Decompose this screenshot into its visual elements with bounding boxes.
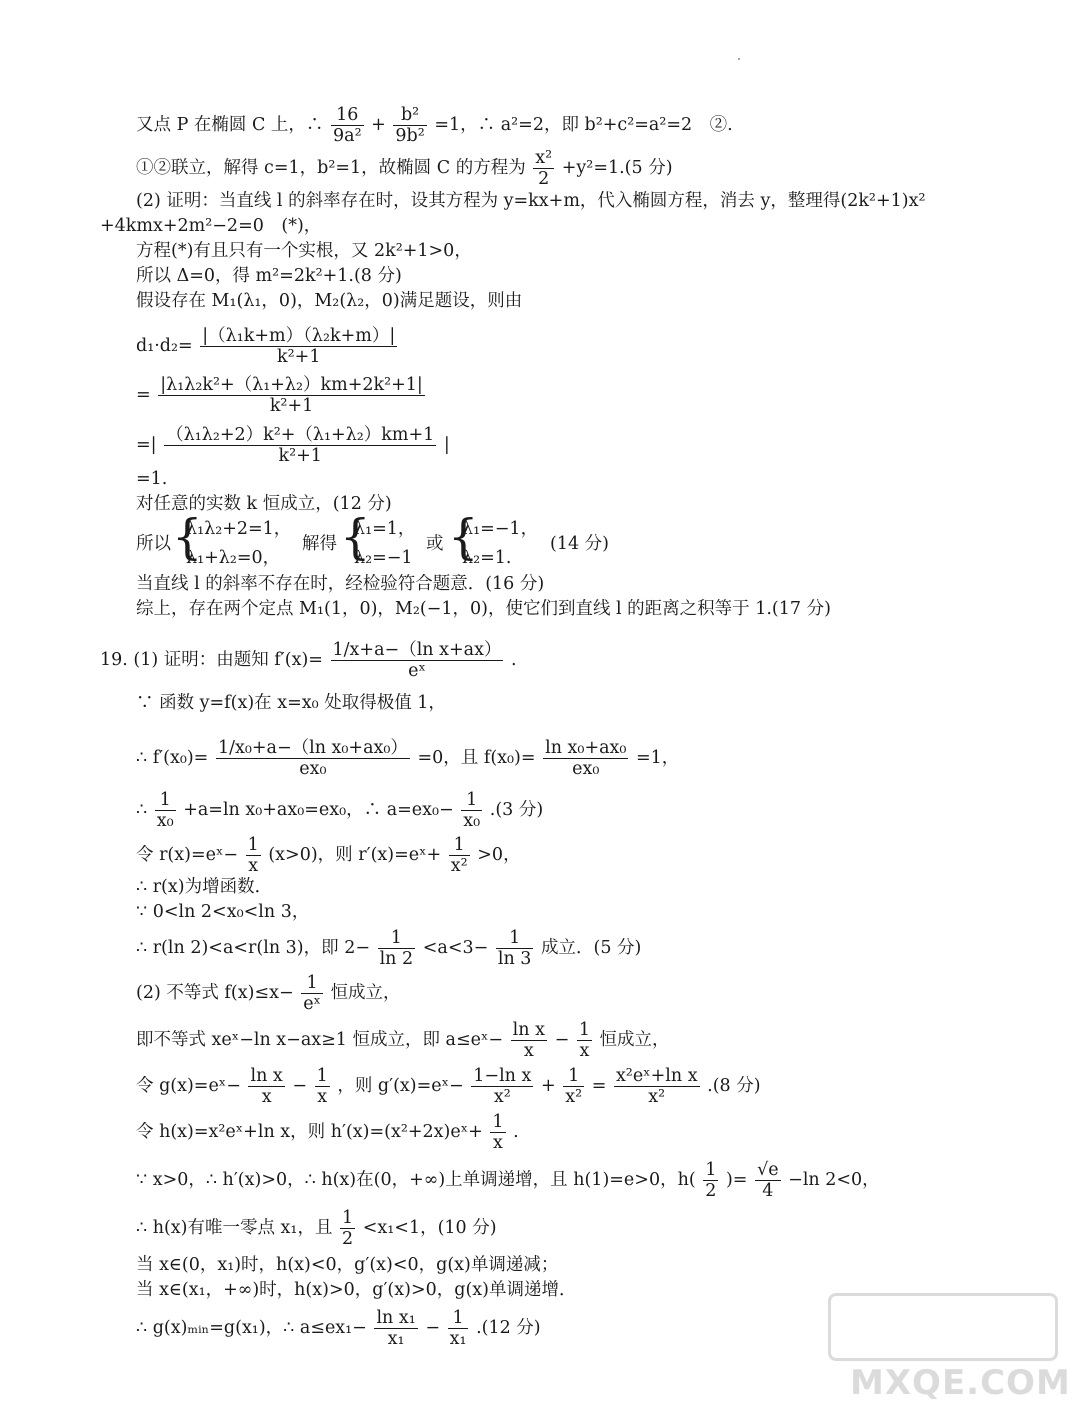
text-line: =1.: [136, 469, 168, 489]
equation: λ₂=−1: [354, 548, 413, 568]
text-line: ∴ r(x)为增函数．: [136, 877, 273, 897]
watermark: [828, 1293, 1071, 1403]
text-line: ①②联立，解得 c=1，b²=1，故椭圆 C 的方程为 $\frac{\text{x²}}{2}$ +y²=1.(5 分): [136, 148, 673, 189]
text: (14 分): [550, 534, 609, 554]
text-line: 综上，存在两个定点 M₁(1，0)，M₂(−1，0)，使它们到直线 l 的距离之积等于 1.(17 分): [136, 599, 831, 619]
equation-line: (2) 不等式 f(x)≤x− $\frac{1}{\text{eˣ}}$ 恒成立，: [136, 973, 401, 1014]
fraction: $\frac{\text{x²eˣ+ln x}}{\text{x²}}$: [615, 1066, 698, 1107]
fraction: $\frac{\text{x²}}{2}$: [535, 148, 553, 189]
equation-line: ∴ r(ln 2)<a<r(ln 3)，即 2− $\frac{1}{\ln 2}$ <a<3− $\frac{1}{\ln 3}$ 成立．(5 分): [136, 928, 642, 969]
text-line: +4kmx+2m²−2=0 (*)，: [100, 216, 322, 236]
fraction: $\frac{\text{1−ln x}}{\text{x²}}$: [473, 1066, 532, 1107]
fraction: $\frac{\text{|λ₁λ₂k²+（λ₁+λ₂）km+2k²+1|}}{\text{k²+1}}$: [160, 375, 423, 416]
fraction: $\frac{1}{\ln 3}$: [497, 928, 532, 969]
text-line: (2) 证明：当直线 l 的斜率存在时，设其方程为 y=kx+m，代入椭圆方程，消去 y，整理得(2k²+1)x²: [136, 191, 926, 211]
fraction: $\frac{1}{\text{x²}}$: [450, 835, 468, 876]
fraction: $\frac{1}{x}$: [578, 1020, 590, 1061]
fraction: $\frac{\text{1/x+a−（ln x+ax）}}{\text{eˣ}}$: [332, 640, 502, 681]
fraction: $\frac{\text{ln x₁}}{\text{x₁}}$: [376, 1308, 416, 1349]
text-line: 假设存在 M₁(λ₁，0)，M₂(λ₂，0)满足题设，则由: [136, 291, 523, 311]
watermark-text: MXQE.COM: [850, 1363, 1071, 1403]
equation: λ₁=−1，: [462, 519, 539, 539]
equation-line: 即不等式 xeˣ−ln x−ax≥1 恒成立，即 a≤eˣ− $\frac{\text{ln x}}{x}$ − $\frac{1}{x}$ 恒成立，: [136, 1020, 670, 1061]
equation-line: ∴ h(x)有唯一零点 x₁，且 $\frac{1}{2}$ <x₁<1，(10 分): [136, 1208, 497, 1249]
left-brace: {: [448, 509, 479, 565]
text-line: 当直线 l 的斜率不存在时，经检验符合题意．(16 分): [136, 574, 545, 594]
speck: [738, 58, 740, 60]
fraction: $\frac{1}{x}$: [316, 1066, 328, 1107]
text-line: ∵ 0<ln 2<x₀<ln 3，: [136, 902, 310, 922]
text: 解得: [302, 534, 337, 554]
equation-line: ∵ x>0，∴ h′(x)>0，∴ h(x)在(0，+∞)上单调递增，且 h(1)=e>0，h( $\frac{1}{2}$ )= $\frac{√e}{4}$ −ln 2<0，: [136, 1160, 880, 1201]
text-line: 当 x∈(0，x₁)时，h(x)<0，g′(x)<0，g(x)单调递减；: [136, 1255, 559, 1275]
fraction: $\frac{1}{x}$: [247, 835, 259, 876]
equation-line: = $\frac{\text{|λ₁λ₂k²+（λ₁+λ₂）km+2k²+1|}}{\text{k²+1}}$: [136, 375, 423, 416]
equation: λ₁λ₂+2=1，: [186, 519, 292, 539]
equation-line: 令 g(x)=eˣ− $\frac{\text{ln x}}{x}$ − $\frac{1}{x}$ ，则 g′(x)=eˣ− $\frac{\text{1−ln x}}{\text{x²}}$ + $\frac{1}{\text{x²}}$ = $\frac{\text{x²eˣ+ln x}}{\text{x²}}$ .(8 分): [136, 1066, 761, 1107]
text-line: 又点 P 在椭圆 C 上，∴ $\frac{16}{\text{9a²}}$ + $\frac{\text{b²}}{\text{9b²}}$ =1，∴ a²=2，即 b²+c²=a²=2 ②.: [136, 105, 733, 146]
fraction: $\frac{1}{\text{x₀}}$: [156, 790, 174, 831]
fraction: $\frac{16}{\text{9a²}}$: [333, 105, 362, 146]
text-line: 当 x∈(x₁，+∞)时，h(x)>0，g′(x)>0，g(x)单调递增．: [136, 1280, 577, 1300]
fraction: $\frac{\text{（λ₁λ₂+2）k²+（λ₁+λ₂）km+1}}{\text{k²+1}}$: [166, 425, 435, 466]
text-line: 对任意的实数 k 恒成立，(12 分): [136, 494, 392, 514]
fraction: $\frac{\text{1/x₀+a−（ln x₀+ax₀）}}{\text{ex₀}}$: [217, 738, 408, 779]
text-line: 所以 Δ=0，得 m²=2k²+1.(8 分): [136, 266, 402, 286]
text: 或: [426, 534, 444, 554]
text-line: 方程(*)有且只有一个实根，又 2k²+1>0，: [136, 241, 472, 261]
equation: λ₂=1.: [462, 548, 512, 568]
fraction: $\frac{1}{\text{x²}}$: [565, 1066, 583, 1107]
equation-line: 令 h(x)=x²eˣ+ln x，则 h′(x)=(x²+2x)eˣ+ $\frac{1}{x}$ .: [136, 1112, 519, 1153]
fraction: $\frac{1}{x}$: [492, 1112, 504, 1153]
equation-line: d₁·d₂= $\frac{\text{|（λ₁k+m）（λ₂k+m）|}}{\text{k²+1}}$: [136, 326, 396, 367]
fraction: $\frac{\text{|（λ₁k+m）（λ₂k+m）|}}{\text{k²+1}}$: [202, 326, 396, 367]
equation-line: =| $\frac{\text{（λ₁λ₂+2）k²+（λ₁+λ₂）km+1}}{\text{k²+1}}$ |: [136, 425, 450, 466]
fraction: $\frac{1}{\text{eˣ}}$: [303, 973, 321, 1014]
equation-line: ∴ g(x)ₘᵢₙ=g(x₁)，∴ a≤ex₁− $\frac{\text{ln x₁}}{\text{x₁}}$ − $\frac{1}{\text{x₁}}$ .(12 分): [136, 1308, 541, 1349]
equation-line: 19. (1) 证明：由题知 f′(x)= $\frac{\text{1/x+a−（ln x+ax）}}{\text{eˣ}}$ .: [100, 640, 517, 681]
text-line: ∵ 函数 y=f(x)在 x=x₀ 处取得极值 1，: [136, 693, 446, 713]
equation-line: ∴ $\frac{1}{\text{x₀}}$ +a=ln x₀+ax₀=ex₀，∴ a=ex₀− $\frac{1}{\text{x₀}}$ .(3 分): [136, 790, 544, 831]
fraction: $\frac{1}{2}$: [705, 1160, 717, 1201]
fraction: $\frac{\text{ln x}}{x}$: [512, 1020, 545, 1061]
fraction: $\frac{1}{\ln 2}$: [379, 928, 414, 969]
equation: λ₁=1，: [354, 519, 416, 539]
fraction: $\frac{\text{ln x₀+ax₀}}{\text{ex₀}}$: [545, 738, 627, 779]
answer-logo-icon: [828, 1293, 1058, 1361]
left-brace: {: [340, 509, 371, 565]
fraction: $\frac{1}{\text{x₀}}$: [463, 790, 481, 831]
fraction: $\frac{1}{2}$: [342, 1208, 354, 1249]
text: 所以: [136, 534, 171, 554]
equation: λ₁+λ₂=0，: [186, 548, 281, 568]
fraction: $\frac{\text{ln x}}{x}$: [250, 1066, 283, 1107]
fraction: $\frac{\text{b²}}{\text{9b²}}$: [395, 105, 425, 146]
equation-line: 令 r(x)=eˣ− $\frac{1}{x}$ (x>0)，则 r′(x)=eˣ+ $\frac{1}{\text{x²}}$ >0，: [136, 835, 521, 876]
fraction: $\frac{√e}{4}$: [757, 1160, 779, 1201]
fraction: $\frac{1}{\text{x₁}}$: [449, 1308, 467, 1349]
left-brace: {: [172, 509, 203, 565]
equation-line: ∴ f′(x₀)= $\frac{\text{1/x₀+a−（ln x₀+ax₀）}}{\text{ex₀}}$ =0，且 f(x₀)= $\frac{\text{ln x₀+ax₀}}{\text{ex₀}}$ =1，: [136, 738, 680, 779]
